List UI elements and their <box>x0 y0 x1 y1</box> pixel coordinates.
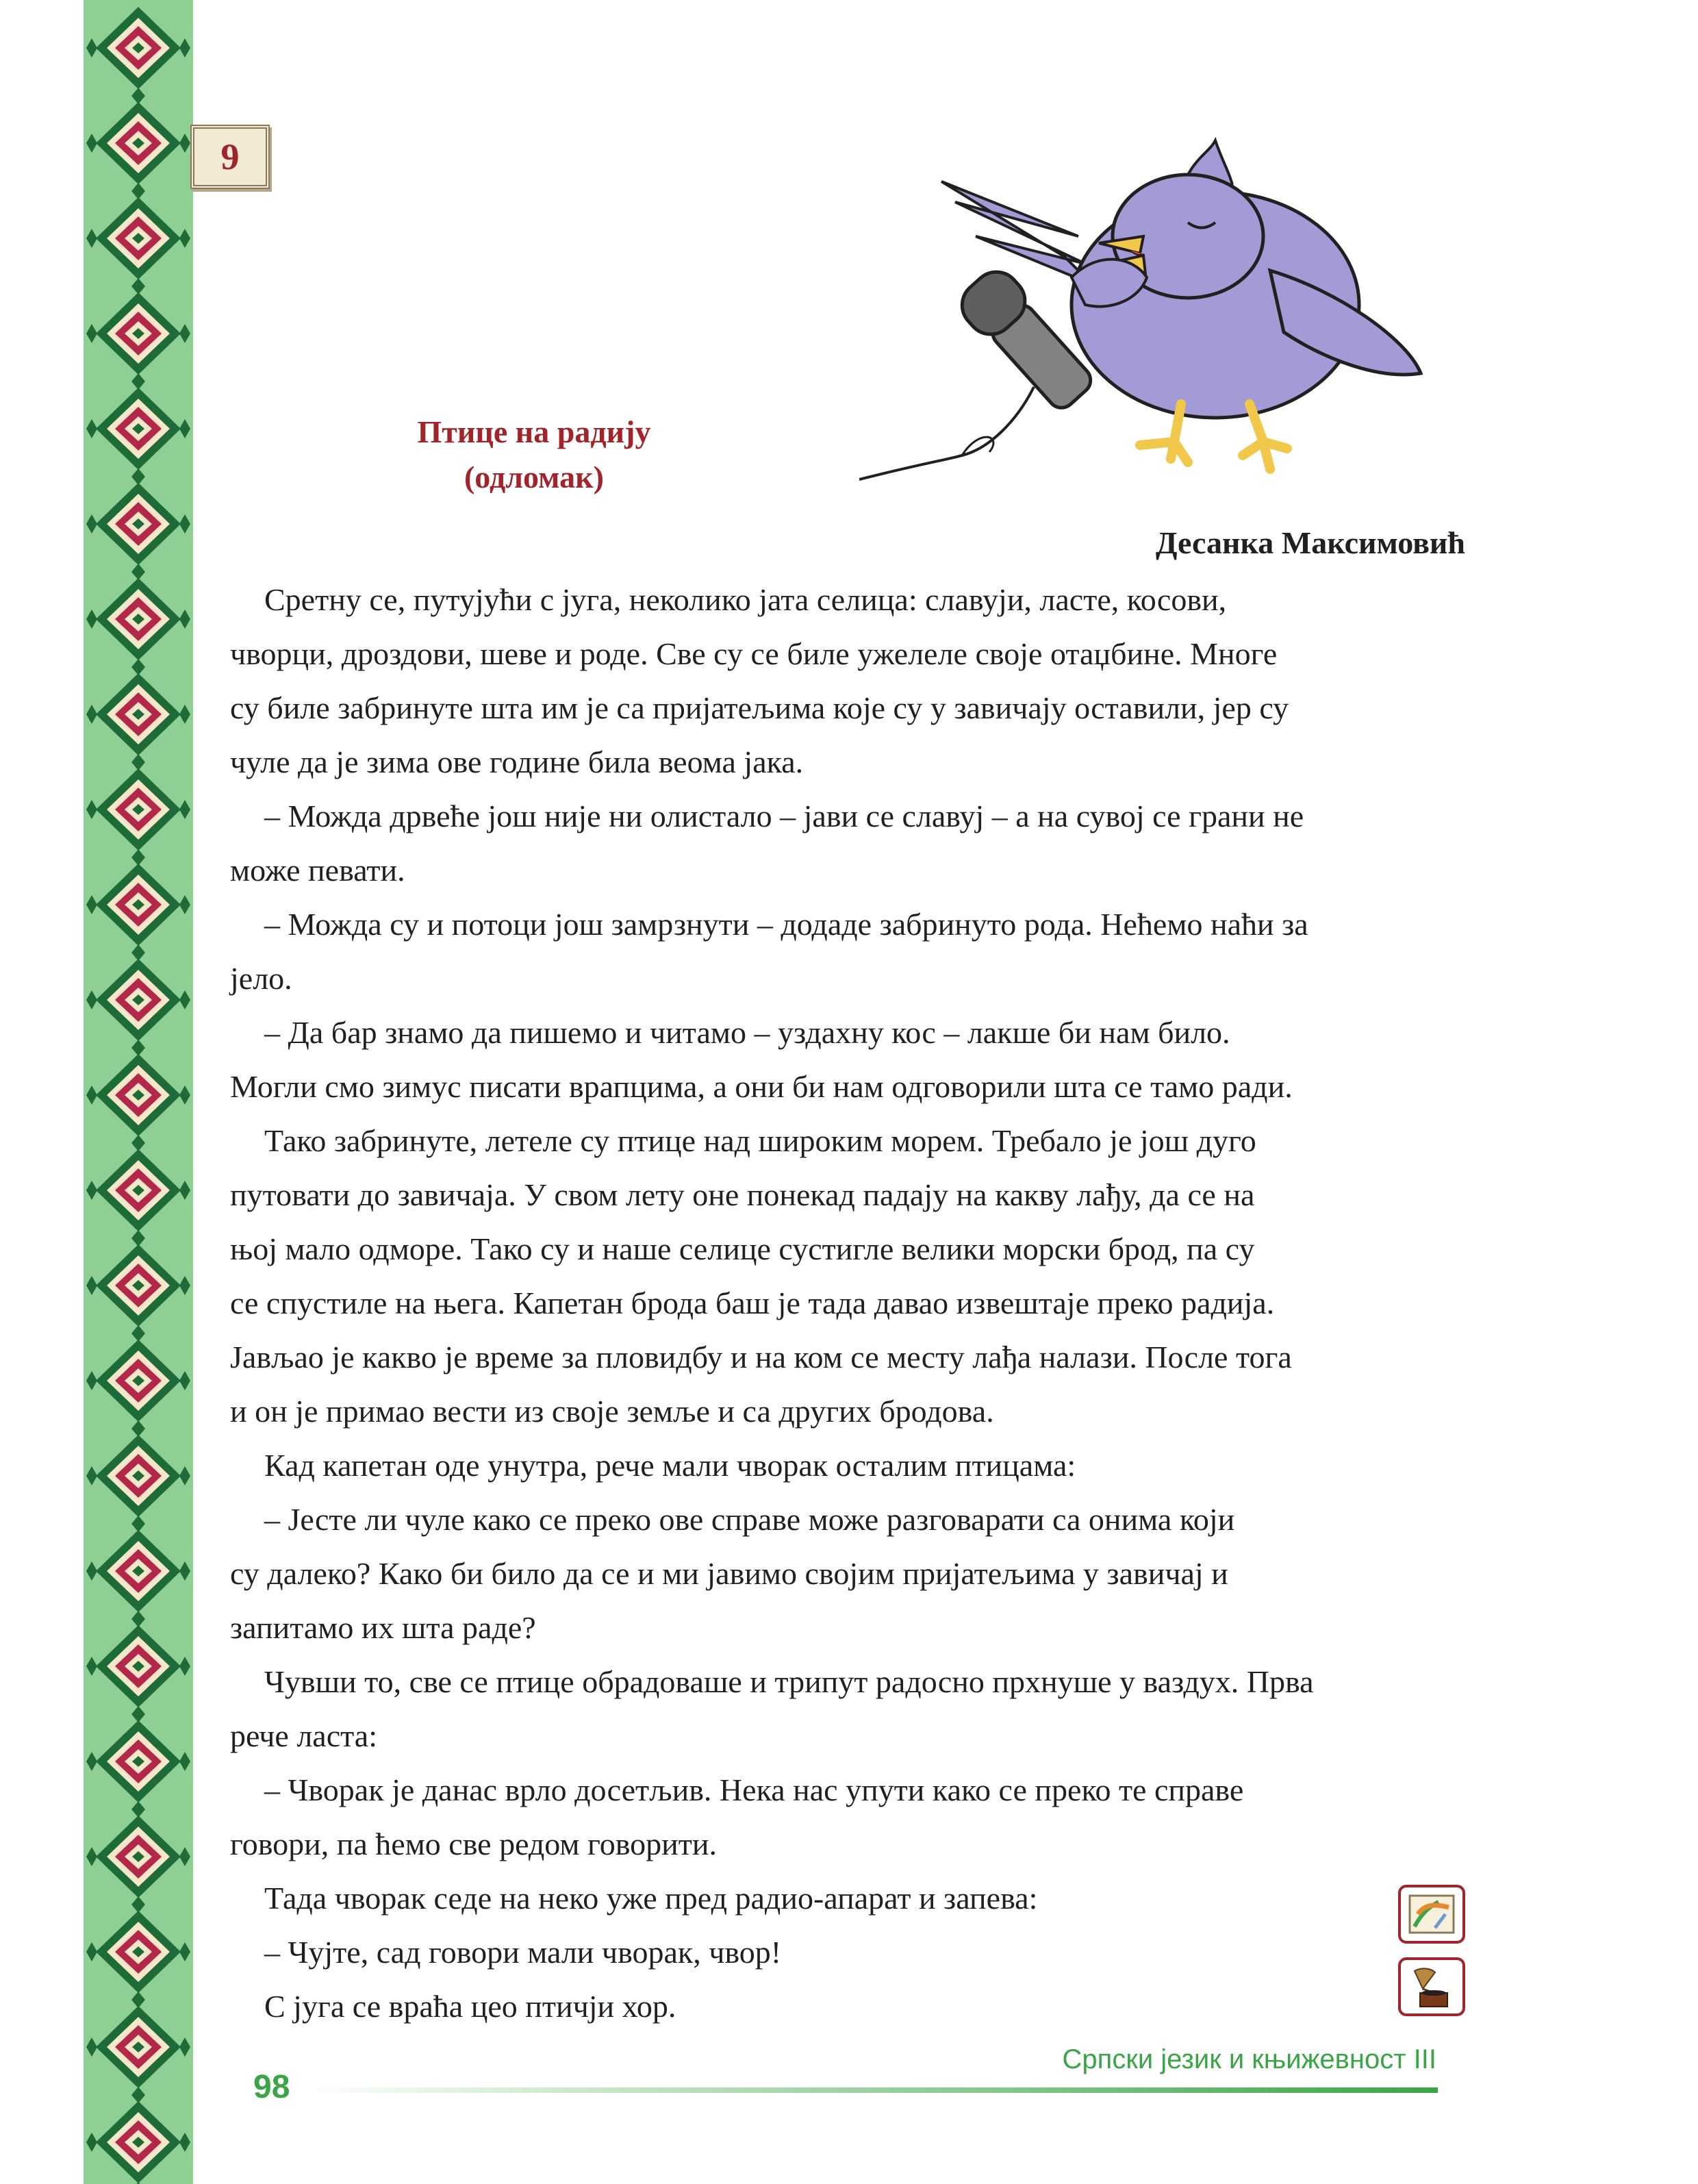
text-line: Тако забринуте, летеле су птице над широким морем. Требало је још дуго <box>264 1123 1256 1158</box>
text-line: може певати. <box>230 853 405 888</box>
border-ornament <box>86 1816 190 1913</box>
story-text <box>230 573 1504 2033</box>
text-line: говори, па ћемо све редом говорити. <box>230 1827 718 1861</box>
page-number: 98 <box>253 2069 290 2105</box>
author-name: Десанка Максимовић <box>1155 525 1465 560</box>
border-ornament <box>86 102 190 199</box>
text-line: Тада чворак седе на неко уже пред радио-апарат и запева: <box>264 1881 1038 1916</box>
border-ornament <box>86 7 190 104</box>
border-ornament <box>86 483 190 580</box>
border-ornament <box>86 1911 190 2008</box>
text-line: – Чворак је данас врло досетљив. Нека нас упути како се преко те справе <box>264 1772 1244 1807</box>
border-ornament <box>86 768 190 866</box>
bird-singing-illustration <box>859 134 1434 490</box>
border-ornament <box>86 673 190 770</box>
painting-icon[interactable] <box>1398 1885 1465 1944</box>
border-ornament <box>86 1435 190 1532</box>
text-line: – Можда су и потоци још замрзнути – додаде забринуто рода. Нећемо наћи за <box>264 907 1308 942</box>
text-line: Чувши то, све се птице обрадоваше и трипут радосно прхнуше у ваздух. Прва <box>264 1664 1314 1699</box>
text-line: су биле забринуте шта им је са пријатељима које су у завичају оставили, јер су <box>230 690 1289 725</box>
text-line: Јављао је какво је време за пловидбу и на ком се месту лађа налази. После тога <box>230 1340 1292 1375</box>
gramophone-icon[interactable] <box>1398 1957 1465 2016</box>
text-line: чуле да је зима ове године била веома јака. <box>230 744 804 779</box>
text-line: су далеко? Како би било да се и ми јавимо својим пријатељима у завичај и <box>230 1556 1228 1591</box>
book-title: Српски језик и књижевност III <box>1062 2044 1436 2074</box>
border-ornament <box>86 388 190 485</box>
footer-divider <box>301 2087 1438 2093</box>
text-line: – Да бар знамо да пишемо и читамо – уздахну кос – лакше би нам било. <box>264 1015 1230 1050</box>
border-ornament <box>86 197 190 294</box>
text-line: Кад капетан оде унутра, рече мали чворак осталим птицама: <box>264 1448 1076 1483</box>
text-line: Могли смо зимус писати врапцима, а они би нам одговорили шта се тамо ради. <box>230 1069 1293 1104</box>
border-ornament <box>86 959 190 1056</box>
border-ornament <box>86 1149 190 1246</box>
text-line: и он је примао вести из своје земље и са других бродова. <box>230 1394 994 1429</box>
chapter-number: 9 <box>220 136 240 177</box>
title-line-1: Птице на радију <box>417 414 651 449</box>
border-ornament <box>86 578 190 675</box>
border-ornament <box>86 292 190 390</box>
text-line: њој мало одморе. Тако су и наше селице сустигле велики морски брод, па су <box>230 1231 1255 1266</box>
text-line: запитамо их шта раде? <box>230 1610 536 1645</box>
border-ornament <box>86 1244 190 1342</box>
border-ornament <box>86 2101 190 2184</box>
border-ornament <box>86 1720 190 1818</box>
chapter-badge <box>190 125 270 189</box>
decorative-border <box>84 0 193 2184</box>
text-line: рече ласта: <box>230 1718 377 1753</box>
text-line: Сретну се, путујући с југа, неколико јата селица: славуји, ласте, косови, <box>264 582 1227 617</box>
text-line: С југа се враћа цео птичји хор. <box>264 1989 676 2024</box>
text-line: се спустиле на њега. Капетан брода баш је тада давао извештаје преко радија. <box>230 1285 1275 1320</box>
border-ornament <box>86 1054 190 1151</box>
border-ornament <box>86 864 190 961</box>
text-line: чворци, дроздови, шеве и роде. Све су се биле ужелеле своје отаџбине. Многе <box>230 636 1278 671</box>
poem-title <box>315 410 753 500</box>
border-ornament <box>86 1340 190 1437</box>
text-line: јело. <box>230 961 292 996</box>
text-line: путовати до завичаја. У свом лету оне понекад падају на какву лађу, да се на <box>230 1177 1255 1212</box>
title-line-2: (одломак) <box>464 460 605 494</box>
border-ornament <box>86 1530 190 1627</box>
text-line: – Јесте ли чуле како се преко ове справе може разговарати са онима који <box>264 1502 1235 1537</box>
border-ornament <box>86 1625 190 1722</box>
text-line: – Чујте, сад говори мали чворак, чвор! <box>264 1935 782 1970</box>
text-line: – Можда дрвеће још није ни олистало – јави се славуј – а на сувој се грани не <box>264 799 1304 833</box>
border-ornament <box>86 2006 190 2103</box>
